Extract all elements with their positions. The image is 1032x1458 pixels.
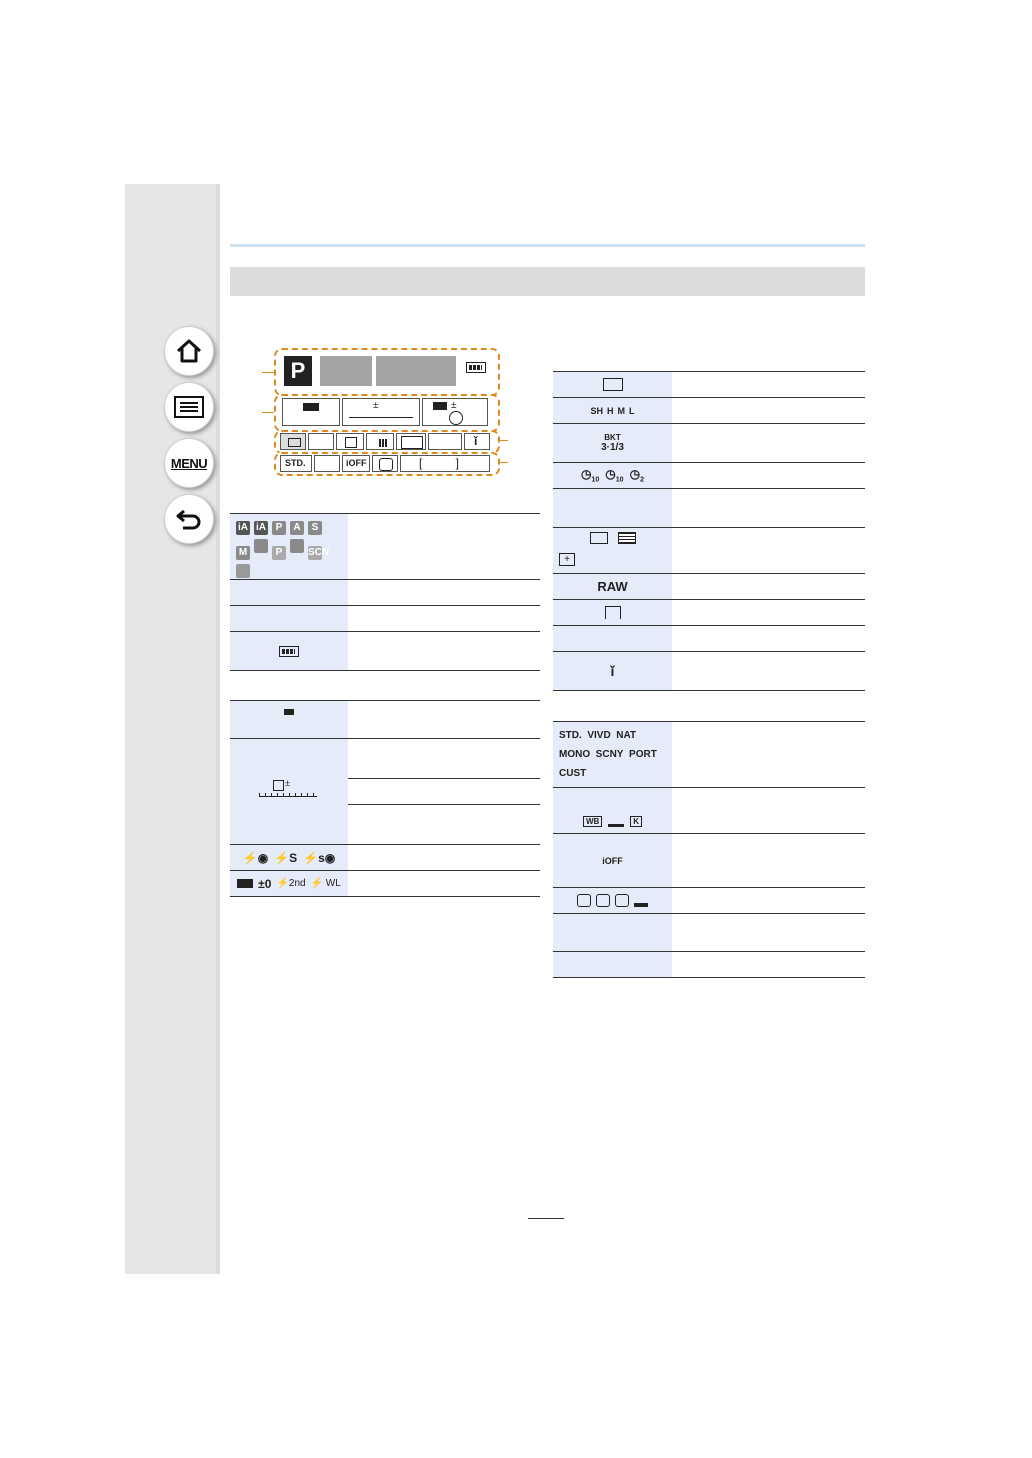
table-row-flash-adjust <box>230 871 540 897</box>
raw-label: RAW <box>597 579 628 594</box>
flash-wl-icon: ⚡ WL <box>310 878 341 889</box>
diagram-cell-aspect <box>396 433 426 450</box>
style-mono-icon: MONO <box>559 749 591 760</box>
picture-style-label: STD. <box>285 458 306 468</box>
flash-zero-label: ±0 <box>258 876 272 891</box>
bkt-label: BKT <box>604 433 621 442</box>
burst-sh-icon: SH <box>590 405 603 416</box>
wb-shade-icon <box>608 815 624 827</box>
quality-icon <box>618 532 636 544</box>
ioff-icon: iOFF <box>602 855 623 866</box>
style-portrait-icon: PORT <box>629 749 657 760</box>
burst-l-icon: L <box>629 405 635 416</box>
diagram-cell-style <box>280 455 312 472</box>
diagram-cell-af <box>282 398 340 426</box>
table-row <box>230 701 540 739</box>
top-rule <box>230 244 865 247</box>
table-row <box>230 580 540 606</box>
table-row-custom <box>553 652 865 691</box>
diagram-cell-histogram <box>366 433 394 450</box>
diagram-cell-exposure <box>342 398 420 426</box>
back-icon <box>175 507 203 531</box>
table-row-bracket <box>553 424 865 463</box>
gray-block-2 <box>376 356 456 386</box>
flash-slow-redeye-icon: ⚡s◉ <box>303 850 336 865</box>
back-button[interactable] <box>164 494 214 544</box>
exposure-symbol: ± <box>373 400 379 411</box>
timer-10-icon: $◷_{10}$ <box>581 467 600 484</box>
diagram-group-1 <box>274 348 500 396</box>
single-drive-icon <box>603 378 623 391</box>
table-row <box>553 489 865 528</box>
mode-scn-icon: SCN <box>308 547 330 558</box>
battery-icon <box>279 646 299 657</box>
bkt-step-label: 3·1/3 <box>601 442 624 453</box>
metering-center-icon <box>596 894 610 907</box>
menu-button[interactable] <box>164 438 214 488</box>
style-vivid-icon: VIVD <box>587 730 611 741</box>
table-row <box>230 514 540 580</box>
table-row <box>553 626 865 652</box>
exposure-meter-icon <box>257 777 321 804</box>
table-row-self-timer <box>553 463 865 489</box>
mode-s-icon: S <box>308 521 322 535</box>
mode-ia-plus-icon: iA <box>256 522 266 533</box>
sidebar-edge <box>216 184 220 1274</box>
exposure-symbol: ± <box>285 777 290 788</box>
diagram-cell-empty-1 <box>308 433 334 450</box>
table-row-spacer <box>553 691 865 722</box>
diagram-group-4 <box>274 452 500 476</box>
table-row-flash-modes <box>230 845 540 871</box>
table-row-spacer <box>230 671 540 701</box>
burst-h-icon: H <box>607 405 614 416</box>
metering-spot-icon <box>615 894 629 907</box>
page-number-rule <box>528 1218 564 1219</box>
section-header-bar <box>230 267 865 296</box>
plus-icon: + <box>559 553 575 566</box>
ioff-label: iOFF <box>346 458 367 468</box>
mode-p-icon: P <box>272 521 286 535</box>
wb-kelvin-icon: K <box>630 816 642 827</box>
burst-m-icon: M <box>617 405 625 416</box>
flash-slow-icon: ⚡S <box>274 850 298 865</box>
style-custom-icon: CUST <box>559 768 587 779</box>
mode-creative-video-icon <box>254 539 268 553</box>
monitor-diagram <box>250 340 520 480</box>
diagram-group-2 <box>274 394 500 432</box>
menu-label: MENU <box>170 455 208 471</box>
table-row-burst <box>553 398 865 424</box>
mode-p-indicator: P <box>284 356 312 386</box>
right-icon-table <box>553 371 865 979</box>
wb-flash-icon: WB <box>583 816 602 827</box>
table-row-white-balance <box>553 788 865 834</box>
picture-size-icon <box>590 532 608 544</box>
gray-block-1 <box>320 356 372 386</box>
battery-icon <box>466 362 486 373</box>
list-icon <box>174 396 204 418</box>
style-natural-icon: NAT <box>616 730 637 741</box>
diagram-cell-frame <box>336 433 364 450</box>
mode-ia-icon: iA <box>238 522 248 533</box>
diagram-cell-drive <box>280 433 306 450</box>
flash-symbol: ± <box>451 400 457 411</box>
table-row-metering <box>553 888 865 914</box>
table-row <box>553 914 865 952</box>
diagram-cell-ioff <box>342 455 370 472</box>
diagram-cell-empty-3 <box>314 455 340 472</box>
style-scenery-icon: SCNY <box>595 749 624 760</box>
custom-setting-icon: ǐ <box>610 663 615 679</box>
callout-line-1 <box>262 372 274 373</box>
bracket-label: [ ] <box>419 456 460 470</box>
table-row-ioff <box>553 834 865 888</box>
table-row-picture-size <box>553 528 865 574</box>
mode-panorama-icon <box>290 539 304 553</box>
diagram-cell-flash <box>422 398 488 426</box>
flash-2nd-icon: ⚡2nd <box>276 878 306 889</box>
aspect-ratio-icon <box>605 606 621 619</box>
diagram-group-3 <box>274 430 500 454</box>
table-row <box>553 952 865 978</box>
timer-10-3-icon: $◷_{10}$ <box>605 467 624 484</box>
left-icon-table <box>230 513 540 898</box>
flash-redeye-icon: ⚡◉ <box>242 850 269 865</box>
mode-creative-icon <box>236 564 250 578</box>
table-row <box>553 372 865 398</box>
diagram-cell-empty-2 <box>428 433 462 450</box>
contents-button[interactable] <box>164 382 214 432</box>
home-icon <box>175 338 203 364</box>
table-row <box>230 606 540 632</box>
touch-icon <box>634 895 648 907</box>
home-button[interactable] <box>164 326 214 376</box>
af-area-icon <box>284 709 294 715</box>
callout-line-2 <box>262 412 274 413</box>
timer-2-icon: $◷_2$ <box>629 467 644 484</box>
mode-m-icon: M <box>236 546 250 560</box>
mode-a-icon: A <box>290 521 304 535</box>
table-row-raw <box>553 574 865 600</box>
diagram-cell-metering <box>372 455 398 472</box>
mode-custom-p-icon: P <box>272 546 286 560</box>
diagram-cell-bracket <box>400 455 490 472</box>
flash-adjust-icon <box>237 879 253 888</box>
metering-multi-icon <box>577 894 591 907</box>
diagram-cell-custom: ǐ <box>464 433 490 450</box>
table-row-photo-style <box>553 722 865 788</box>
table-row-aspect <box>553 600 865 626</box>
table-row <box>230 632 540 671</box>
table-row-exposure <box>230 739 540 845</box>
style-std-icon: STD. <box>559 730 582 741</box>
